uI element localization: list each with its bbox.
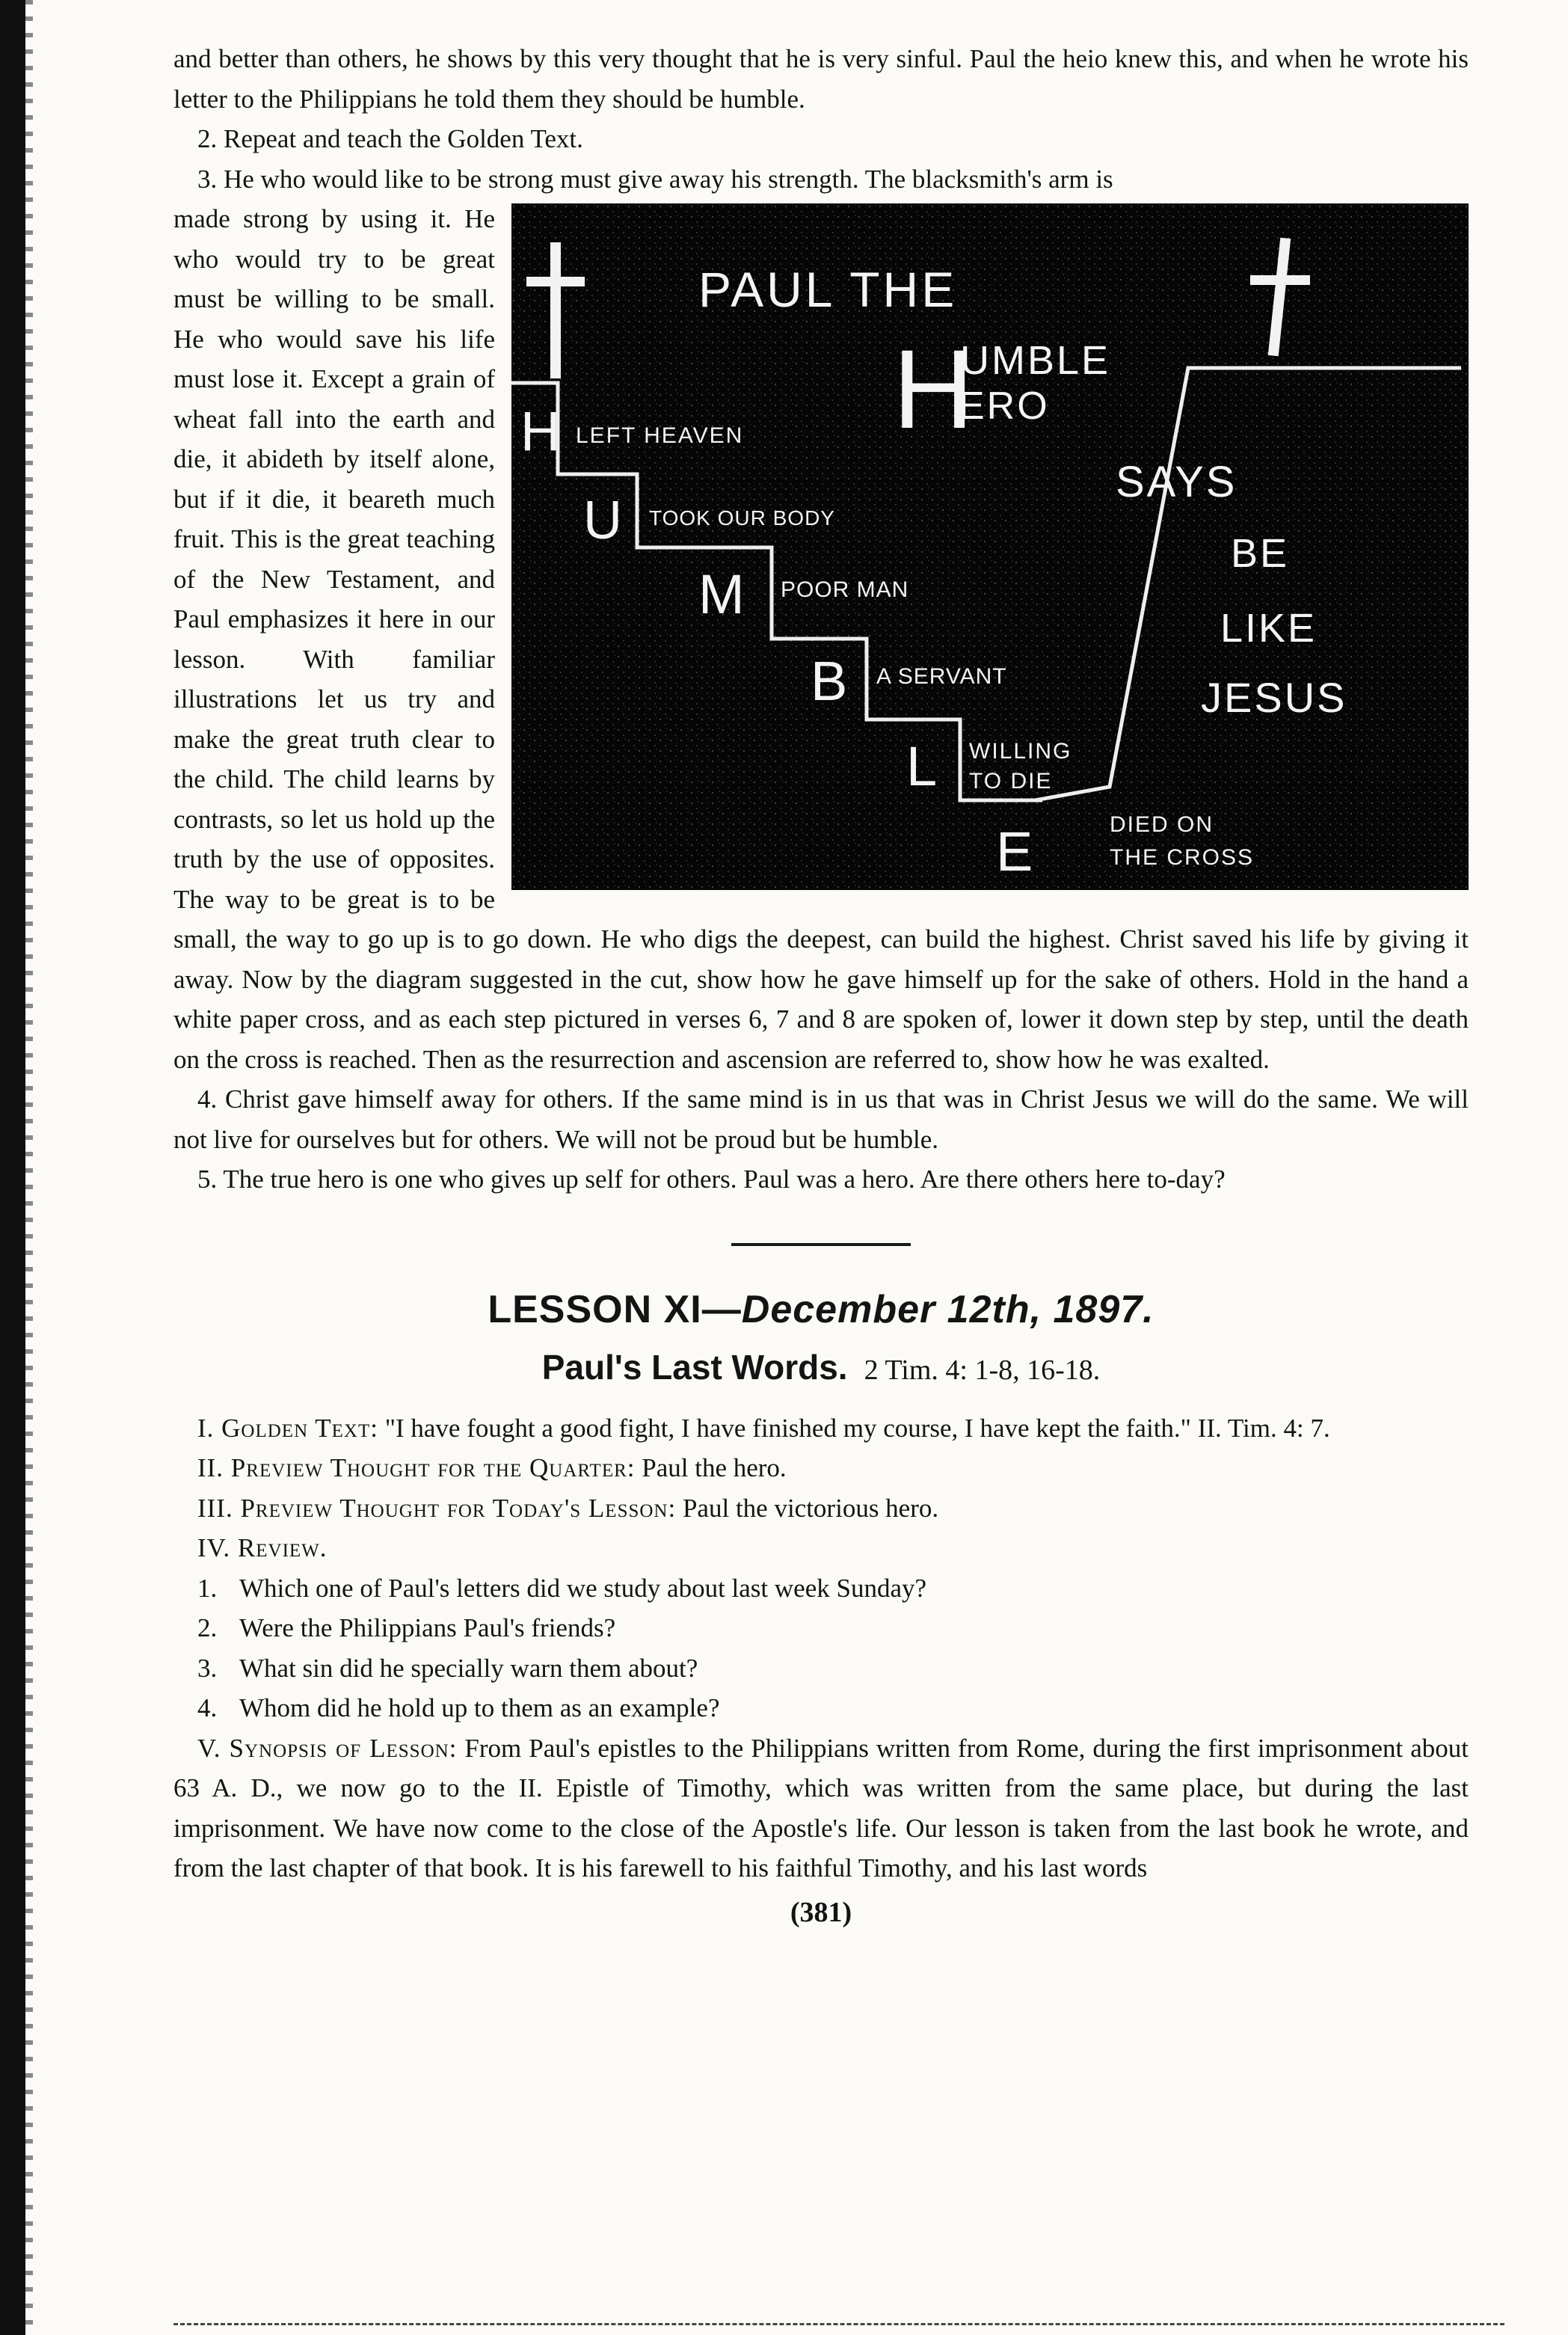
item-3-body: made strong by using it. He who would try to be great must be willing to be small. He who would save his life must lose it. Except a grain of wheat fall into the earth and die, it abideth by itself alone, but if it die, it beareth much fruit. This is the great teaching of the New Testament, and Paul emphasizes it here in our lesson. With familiar illustrations let us try and make the great truth clear to the child. The child learns by contrasts, so let us hold up the truth by the use of opposites. The way to be great is to be small, the way to go up is to go down. He who digs the deepest, can build the highest. Christ saved his life by giving it away. Now by the diagram suggested in the cut, show how he gave himself up for the sake of others. Hold in the hand a white paper cross, and as each step pictured in verses 6, 7 and 8 are spoken of, lower it down step by step, until the death on the cross is reached. Then as the resurrection and ascension are referred to, show how he was exalted.	[173, 204, 1469, 1074]
step-letter-h: H	[520, 400, 561, 462]
diagram-humble: UMBLE	[960, 338, 1111, 383]
item-5: 5. The true hero is one who gives up self for others. Paul was a hero. Are there others here to-day?	[197, 1165, 1226, 1194]
step-a-servant: A SERVANT	[876, 664, 1007, 689]
lesson-subheading	[173, 1337, 1469, 1401]
section-divider	[731, 1243, 911, 1246]
item-4: 4. Christ gave himself away for others. If the same mind is in us that was in Christ Jesus we will do the same. We will not live for ourselves but for others. We will not be proud but be humble.	[173, 1084, 1469, 1154]
step-the-cross: THE CROSS	[1110, 845, 1255, 870]
book-spine-shadow	[0, 0, 25, 2335]
step-left-heaven: LEFT HEAVEN	[576, 423, 744, 448]
review-questions	[173, 1568, 1469, 1728]
diagram-says: SAYS	[1116, 458, 1238, 506]
bottom-dashed-rule	[173, 2323, 1504, 2325]
diagram-like: LIKE	[1220, 606, 1318, 651]
step-letter-u: U	[583, 491, 622, 550]
step-willing: WILLING	[969, 739, 1072, 764]
diagram-big-h: H	[893, 326, 974, 452]
synopsis-text: From Paul's epistles to the Philippians written from Rome, during the first imprisonment about 63 A. D., we now go to the II. Epistle of Timothy, which was written from the same place, but during the last imprisonment. We have now come to the close of the Apostle's life. Our lesson is taken from the last book he wrote, and from the last chapter of that book. It is his farewell to his faithful Timothy, and his last words	[173, 1733, 1469, 1883]
step-poor-man: POOR MAN	[781, 577, 909, 602]
review-question: 1. Which one of Paul's letters did we study about last week Sunday?	[197, 1573, 927, 1603]
review-question: 3. What sin did he specially warn them about?	[197, 1653, 698, 1683]
step-to-die: TO DIE	[969, 769, 1053, 794]
outline-synopsis	[173, 1728, 1469, 1888]
lesson-reference: 2 Tim. 4: 1-8, 16-18.	[864, 1354, 1101, 1386]
step-letter-l: L	[906, 735, 938, 797]
outline-lesson-thought	[173, 1488, 1469, 1529]
quarter-thought-label: II. Preview Thought for the Quarter:	[197, 1453, 636, 1482]
diagram-hero: ERO	[959, 384, 1050, 428]
lesson-number: LESSON XI—	[488, 1287, 742, 1331]
book-spine-edge	[25, 0, 33, 2335]
step-letter-b: B	[811, 650, 848, 712]
lesson-thought-label: III. Preview Thought for Today's Lesson:	[197, 1493, 677, 1523]
quarter-thought: Paul the hero.	[642, 1453, 787, 1482]
item-3-start: 3. He who would like to be strong must give away his strength. The blacksmith's arm is	[197, 164, 1113, 194]
review-question: 4. Whom did he hold up to them as an example?	[197, 1693, 720, 1722]
synopsis-label: V. Synopsis of Lesson:	[197, 1733, 458, 1763]
step-died-on: DIED ON	[1110, 812, 1214, 837]
diagram-be: BE	[1231, 531, 1290, 576]
diagram-svg	[511, 203, 1469, 890]
paragraph-continued: and better than others, he shows by this very thought that he is very sinful. Paul the heio knew this, and when he wrote his letter to the Philippians he told them they should be humble.	[173, 44, 1469, 114]
lesson-date: December 12th, 1897.	[741, 1287, 1155, 1331]
golden-text-label: I. Golden Text:	[197, 1413, 378, 1443]
item-2: 2. Repeat and teach the Golden Text.	[197, 124, 583, 153]
page-content	[173, 39, 1469, 1933]
humble-hero-diagram	[511, 203, 1469, 890]
golden-text: "I have fought a good fight, I have finished my course, I have kept the faith." II. Tim. 4: 7.	[384, 1413, 1330, 1443]
lesson-heading	[173, 1282, 1469, 1337]
outline-golden-text	[173, 1408, 1469, 1449]
lesson-title: Paul's Last Words.	[541, 1347, 848, 1387]
diagram-title: PAUL THE	[698, 262, 958, 317]
lesson-thought: Paul the victorious hero.	[682, 1493, 939, 1523]
step-letter-m: M	[698, 563, 745, 625]
outline-quarter-thought	[173, 1448, 1469, 1488]
step-letter-e: E	[996, 820, 1033, 883]
outline-review-label: IV. Review.	[197, 1533, 328, 1562]
review-question: 2. Were the Philippians Paul's friends?	[197, 1613, 616, 1642]
diagram-jesus: JESUS	[1201, 674, 1347, 721]
step-took-our-body: TOOK OUR BODY	[649, 506, 835, 530]
page-number: (381)	[790, 1896, 852, 1928]
